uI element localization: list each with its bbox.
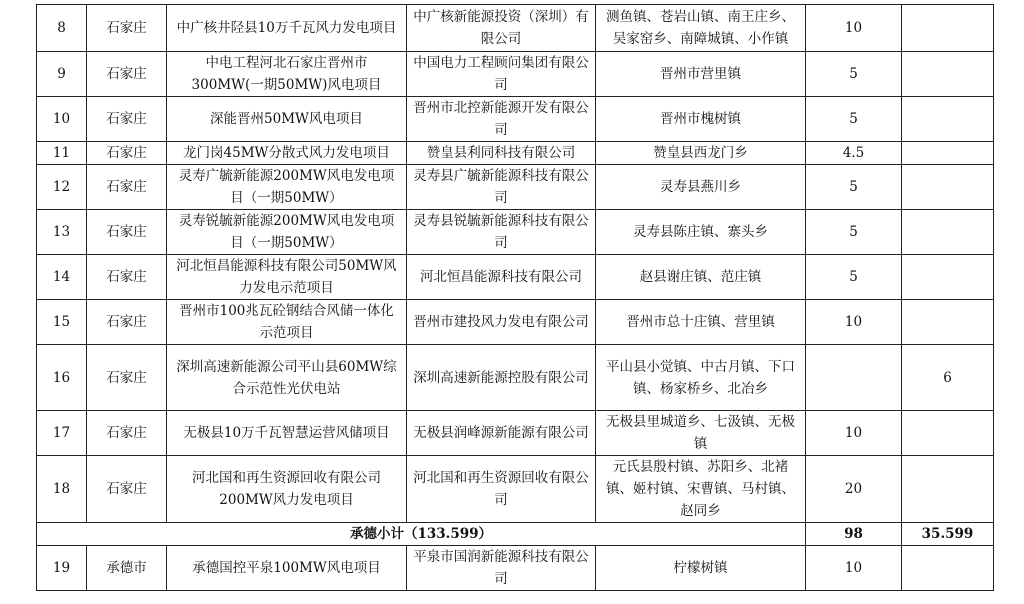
company-cell: 晋州市北控新能源开发有限公司 [407,97,596,142]
table-row [37,52,994,97]
capacity-cell-1: 5 [806,210,902,255]
subtotal-capacity-1: 98 [806,523,902,546]
project-name-cell: 灵寿锐毓新能源200MW风电发电项目（一期50MW） [167,210,407,255]
company-cell: 无极县润峰源新能源有限公司 [407,411,596,456]
project-name-cell: 深圳高速新能源公司平山县60MW综合示范性光伏电站 [167,345,407,411]
company-cell: 赞皇县利同科技有限公司 [407,142,596,165]
capacity-cell-1 [806,345,902,411]
company-cell: 中国电力工程顾问集团有限公司 [407,52,596,97]
capacity-cell-1: 20 [806,456,902,523]
capacity-cell-1: 4.5 [806,142,902,165]
capacity-cell-2 [902,52,994,97]
city-cell: 石家庄 [87,255,167,300]
project-table [36,4,994,591]
city-cell: 石家庄 [87,210,167,255]
capacity-cell-2 [902,142,994,165]
table-row [37,210,994,255]
row-number: 18 [37,456,87,523]
company-cell: 晋州市建投风力发电有限公司 [407,300,596,345]
table-row [37,97,994,142]
city-cell: 承德市 [87,546,167,591]
table-row [37,546,994,591]
location-cell: 赞皇县西龙门乡 [596,142,806,165]
table-row [37,255,994,300]
project-name-cell: 河北国和再生资源回收有限公司200MW风力发电项目 [167,456,407,523]
capacity-cell-1: 10 [806,546,902,591]
row-number: 14 [37,255,87,300]
row-number: 15 [37,300,87,345]
row-number: 19 [37,546,87,591]
company-cell: 河北恒昌能源科技有限公司 [407,255,596,300]
capacity-cell-2 [902,210,994,255]
row-number: 8 [37,5,87,52]
location-cell: 晋州市总十庄镇、营里镇 [596,300,806,345]
location-cell: 无极县里城道乡、七汲镇、无极镇 [596,411,806,456]
project-name-cell: 龙门岗45MW分散式风力发电项目 [167,142,407,165]
company-cell: 河北国和再生资源回收有限公司 [407,456,596,523]
project-name-cell: 中电工程河北石家庄晋州市300MW(一期50MW)风电项目 [167,52,407,97]
location-cell: 元氏县殷村镇、苏阳乡、北褚镇、姬村镇、宋曹镇、马村镇、赵同乡 [596,456,806,523]
table-row [37,300,994,345]
city-cell: 石家庄 [87,411,167,456]
capacity-cell-2 [902,456,994,523]
row-number: 9 [37,52,87,97]
capacity-cell-1: 5 [806,255,902,300]
row-number: 10 [37,97,87,142]
company-cell: 平泉市国润新能源科技有限公司 [407,546,596,591]
location-cell: 灵寿县陈庄镇、寨头乡 [596,210,806,255]
capacity-cell-2 [902,97,994,142]
city-cell: 石家庄 [87,345,167,411]
city-cell: 石家庄 [87,97,167,142]
capacity-cell-1: 5 [806,52,902,97]
location-cell: 晋州市营里镇 [596,52,806,97]
table-body [37,5,994,591]
table-row [37,456,994,523]
location-cell: 测鱼镇、苍岩山镇、南王庄乡、吴家窑乡、南障城镇、小作镇 [596,5,806,52]
capacity-cell-1: 5 [806,165,902,210]
row-number: 11 [37,142,87,165]
subtotal-label: 承德小计（133.599） [37,523,806,546]
city-cell: 石家庄 [87,300,167,345]
city-cell: 石家庄 [87,5,167,52]
project-name-cell: 河北恒昌能源科技有限公司50MW风力发电示范项目 [167,255,407,300]
city-cell: 石家庄 [87,165,167,210]
project-name-cell: 灵寿广毓新能源200MW风电发电项目（一期50MW） [167,165,407,210]
row-number: 16 [37,345,87,411]
table-row [37,142,994,165]
capacity-cell-2 [902,546,994,591]
capacity-cell-2 [902,5,994,52]
city-cell: 石家庄 [87,142,167,165]
table-row [37,345,994,411]
location-cell: 柠檬树镇 [596,546,806,591]
capacity-cell-1: 10 [806,5,902,52]
row-number: 12 [37,165,87,210]
capacity-cell-2 [902,300,994,345]
capacity-cell-1: 5 [806,97,902,142]
location-cell: 灵寿县燕川乡 [596,165,806,210]
project-name-cell: 中广核井陉县10万千瓦风力发电项目 [167,5,407,52]
city-cell: 石家庄 [87,456,167,523]
capacity-cell-1: 10 [806,411,902,456]
capacity-cell-2: 6 [902,345,994,411]
row-number: 13 [37,210,87,255]
company-cell: 灵寿县广毓新能源科技有限公司 [407,165,596,210]
capacity-cell-2 [902,165,994,210]
project-name-cell: 承德国控平泉100MW风电项目 [167,546,407,591]
table-row [37,5,994,52]
company-cell: 深圳高速新能源控股有限公司 [407,345,596,411]
project-name-cell: 深能晋州50MW风电项目 [167,97,407,142]
project-name-cell: 无极县10万千瓦智慧运营风储项目 [167,411,407,456]
capacity-cell-2 [902,411,994,456]
table-row [37,165,994,210]
location-cell: 平山县小觉镇、中古月镇、下口镇、杨家桥乡、北冶乡 [596,345,806,411]
capacity-cell-2 [902,255,994,300]
company-cell: 中广核新能源投资（深圳）有限公司 [407,5,596,52]
capacity-cell-1: 10 [806,300,902,345]
company-cell: 灵寿县锐毓新能源科技有限公司 [407,210,596,255]
city-cell: 石家庄 [87,52,167,97]
location-cell: 晋州市槐树镇 [596,97,806,142]
row-number: 17 [37,411,87,456]
project-name-cell: 晋州市100兆瓦砼钢结合风储一体化示范项目 [167,300,407,345]
location-cell: 赵县谢庄镇、范庄镇 [596,255,806,300]
subtotal-capacity-2: 35.599 [902,523,994,546]
table-row [37,411,994,456]
subtotal-row [37,523,994,546]
